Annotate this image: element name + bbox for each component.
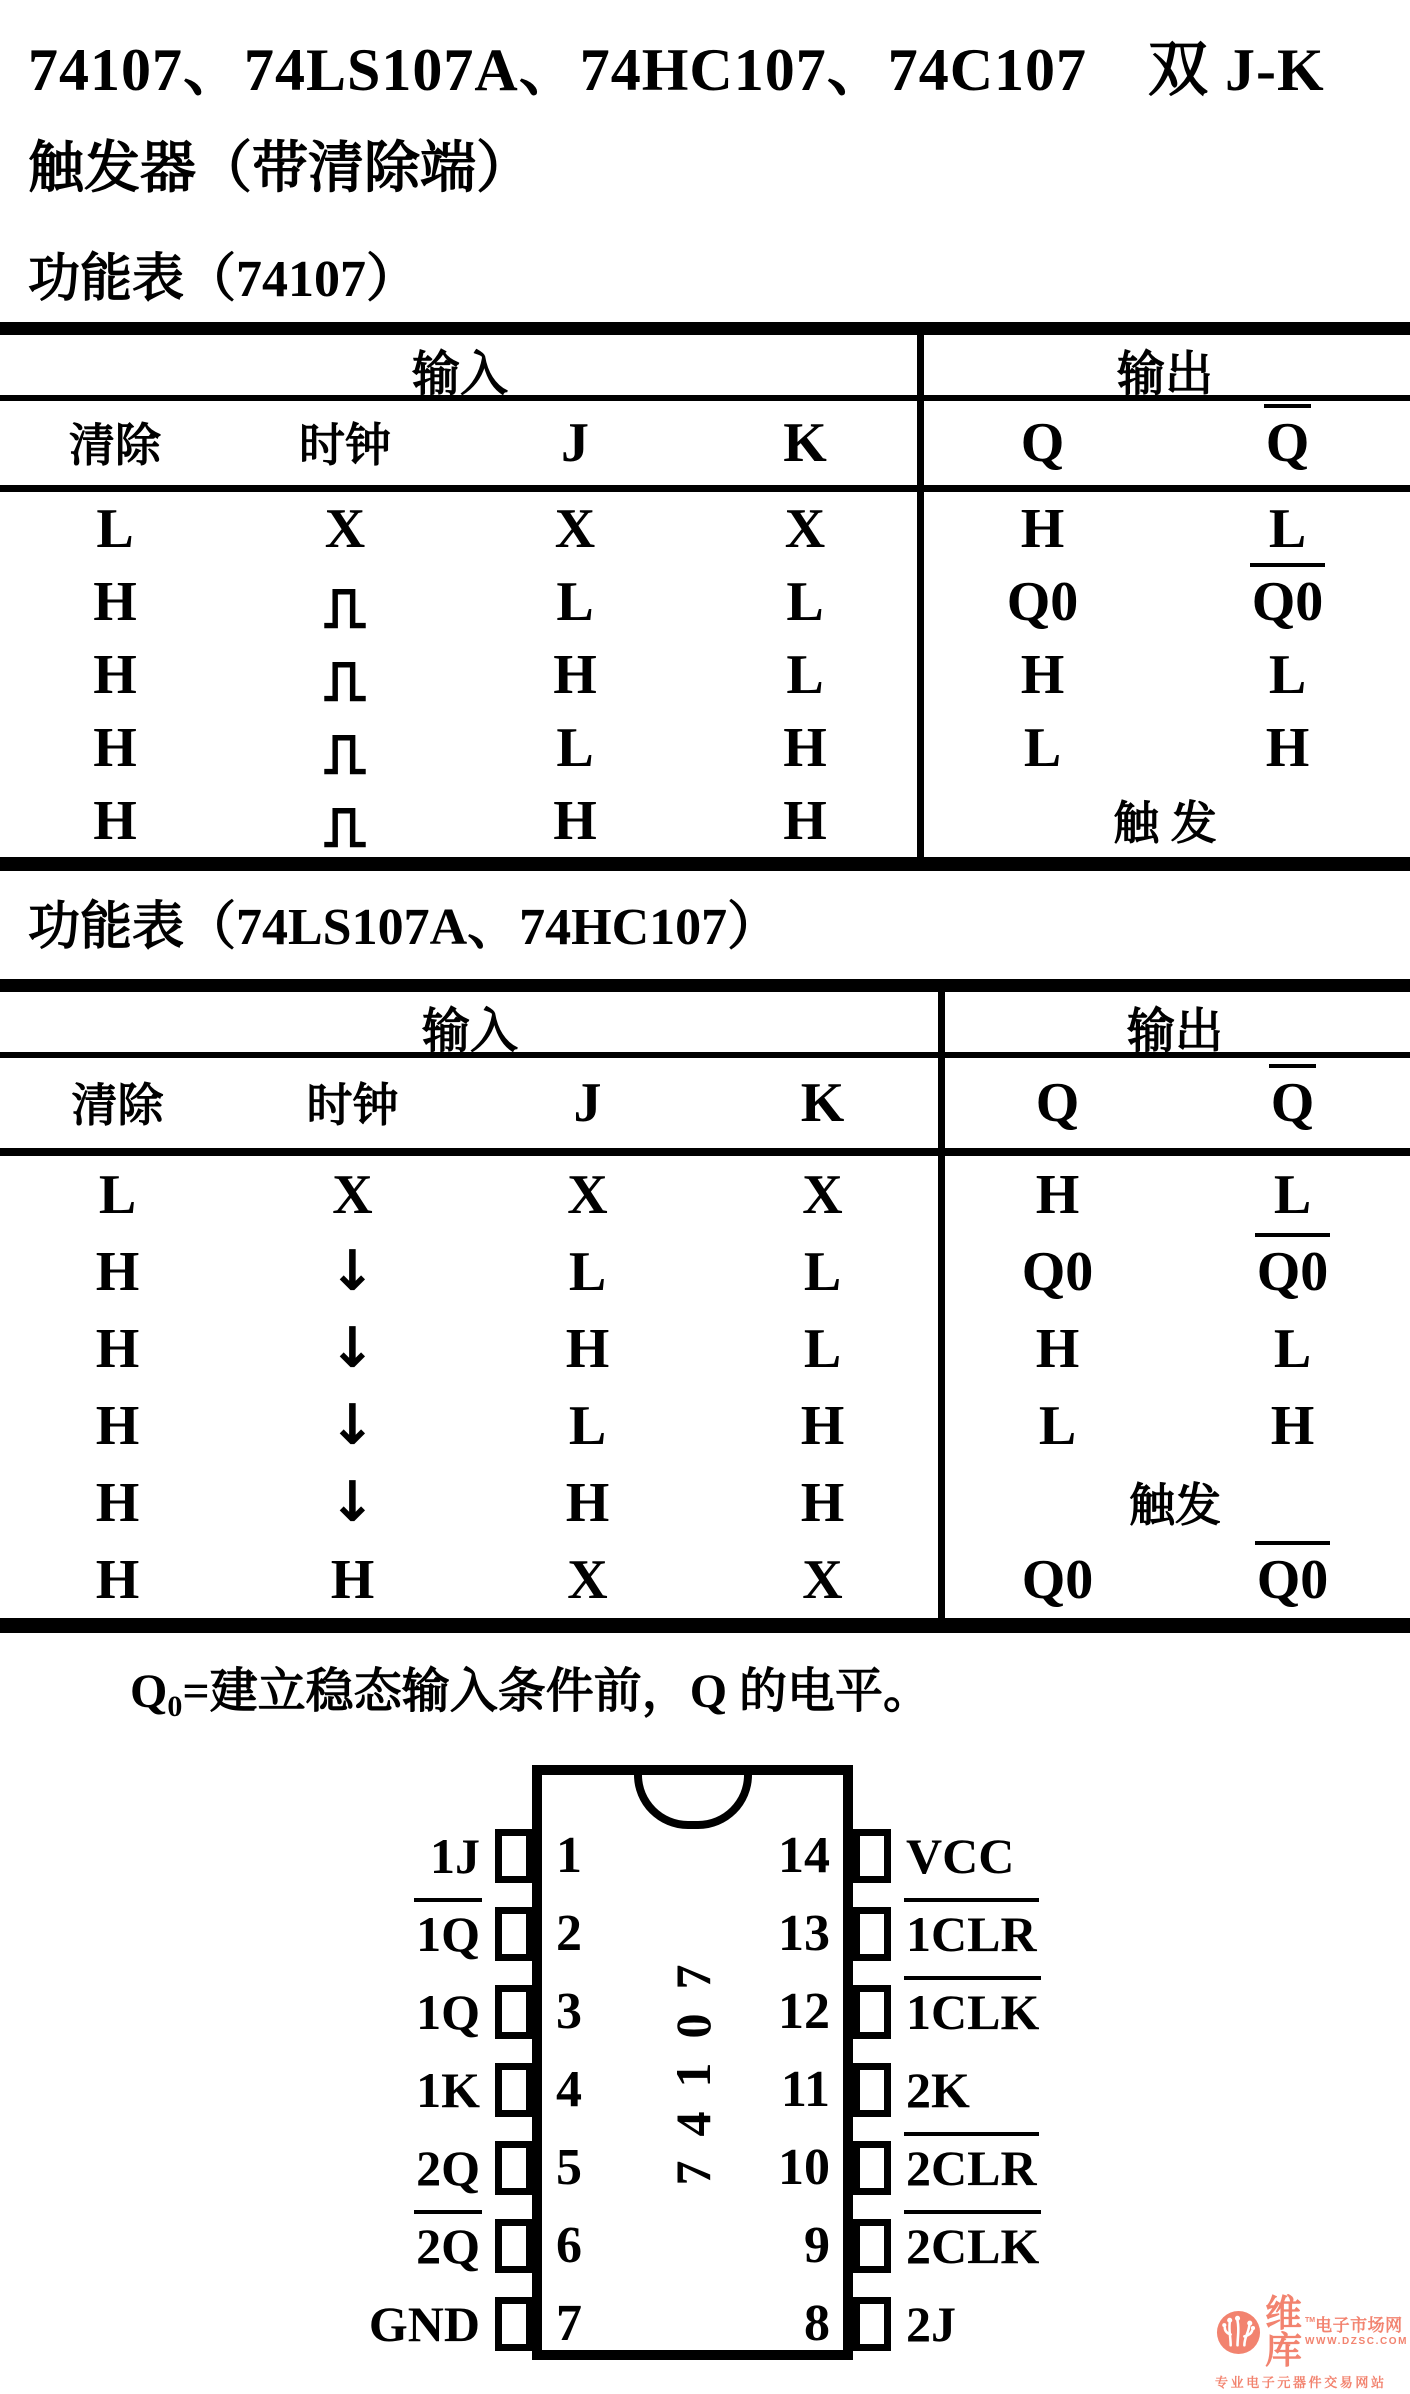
column-header xyxy=(1165,412,1410,474)
group-header-input: 输入 xyxy=(411,348,508,401)
pin-label: 1Q xyxy=(416,1984,480,2040)
column-header-row xyxy=(0,1058,1410,1156)
column-header xyxy=(230,415,460,471)
cell-text: L xyxy=(1268,497,1307,560)
cell xyxy=(1175,1163,1410,1226)
cell-text: H xyxy=(93,716,137,779)
cell-text: 时钟 xyxy=(306,1080,399,1131)
cell-text: 清除 xyxy=(69,420,161,471)
input-output-divider xyxy=(917,335,924,857)
cell-text: H xyxy=(1265,716,1310,779)
cell-text: L xyxy=(786,570,824,633)
cell-text: L xyxy=(568,1394,607,1457)
pin-label: 2Q xyxy=(416,2140,480,2196)
cell-text: H xyxy=(1020,497,1065,560)
cell xyxy=(920,497,1165,560)
cell-text: H xyxy=(95,1394,140,1457)
cell xyxy=(705,1394,940,1457)
pin-number: 11 xyxy=(780,2061,830,2118)
cell xyxy=(1175,1548,1410,1611)
column-header xyxy=(235,1075,470,1131)
column-header xyxy=(0,1075,235,1131)
pin-row xyxy=(0,2063,1410,2117)
table-body xyxy=(0,492,1410,857)
cell-text: H xyxy=(95,1548,140,1611)
cell-text: H xyxy=(1270,1394,1315,1457)
cell xyxy=(690,497,920,560)
group-header-row xyxy=(0,335,1410,401)
cell xyxy=(690,643,920,706)
cell xyxy=(1165,497,1410,560)
note-q: Q xyxy=(130,1665,168,1718)
pin-label: VCC xyxy=(906,1828,1015,1884)
pin-label: 2Q xyxy=(416,2218,480,2274)
cell xyxy=(1175,1317,1410,1380)
cell-text: X xyxy=(802,1163,843,1226)
cell-text: L xyxy=(1268,643,1307,706)
cell xyxy=(1175,1394,1410,1457)
pin-box-icon xyxy=(853,2063,891,2117)
cell xyxy=(705,1163,940,1226)
cell-text: H xyxy=(1035,1163,1080,1226)
pin-number: 2 xyxy=(556,1905,582,1962)
cell xyxy=(460,789,690,852)
pin-label: 2CLK xyxy=(906,2218,1040,2274)
cell-text: L xyxy=(96,497,134,560)
cell-text: Q0 xyxy=(1021,1240,1094,1303)
pin-row xyxy=(0,2297,1410,2351)
cell xyxy=(230,573,460,629)
cell-text: H xyxy=(565,1471,610,1534)
column-header xyxy=(0,415,230,471)
cell-text: 时钟 xyxy=(299,420,391,471)
watermark-tagline: 专业电子元器件交易网站 xyxy=(1215,2375,1387,2390)
pin-row xyxy=(0,2219,1410,2273)
table-row xyxy=(0,492,1410,565)
cell-toggle xyxy=(940,1475,1410,1531)
cell xyxy=(235,1469,470,1535)
cell xyxy=(230,646,460,702)
pin1-notch-icon xyxy=(634,1775,752,1829)
cell-text: K xyxy=(800,1072,845,1134)
cell xyxy=(235,1392,470,1458)
cell xyxy=(0,1240,235,1303)
cell xyxy=(940,1394,1175,1457)
overlined-signal: Q0 xyxy=(1256,1240,1329,1303)
group-header-input: 输入 xyxy=(421,1005,518,1058)
clock-pulse-icon xyxy=(321,789,369,851)
watermark-right-column xyxy=(1305,2317,1408,2347)
cell xyxy=(690,789,920,852)
cell xyxy=(940,1163,1175,1226)
cell xyxy=(920,570,1165,633)
cell-text: H xyxy=(565,1317,610,1380)
pin-number: 13 xyxy=(778,1905,830,1962)
table-row xyxy=(0,565,1410,638)
cell xyxy=(230,497,460,560)
cell-text: H xyxy=(95,1317,140,1380)
cell xyxy=(460,497,690,560)
cell xyxy=(920,716,1165,779)
cell xyxy=(460,643,690,706)
pin-label: 1J xyxy=(430,1828,480,1884)
cell-text: L xyxy=(98,1163,137,1226)
cell-text: 触发 xyxy=(1129,1479,1221,1531)
watermark-logo-row xyxy=(1215,2295,1407,2369)
cell xyxy=(235,1315,470,1381)
pin-number: 14 xyxy=(778,1827,830,1884)
cell xyxy=(230,792,460,848)
function-table-74107 xyxy=(0,322,1410,871)
cell-text: H xyxy=(95,1471,140,1534)
table-body xyxy=(0,1156,1410,1618)
cell xyxy=(705,1471,940,1534)
cell xyxy=(690,570,920,633)
cell xyxy=(1165,716,1410,779)
cell-text: L xyxy=(1273,1317,1312,1380)
cell xyxy=(705,1548,940,1611)
pin-label: 1Q xyxy=(416,1906,480,1962)
cell xyxy=(940,1317,1175,1380)
watermark-brand: 维库 xyxy=(1265,2293,1303,2371)
function-table-74ls107a-74hc107 xyxy=(0,979,1410,1633)
cell xyxy=(470,1471,705,1534)
cell-text: H xyxy=(800,1394,845,1457)
cell xyxy=(0,1317,235,1380)
watermark-url: WWW.DZSC.COM xyxy=(1305,2336,1409,2347)
cell-text: H xyxy=(553,789,597,852)
overlined-signal: Q0 xyxy=(1251,570,1324,633)
cell-text: H xyxy=(93,789,137,852)
table-row xyxy=(0,1156,1410,1233)
cell-text: Q0 xyxy=(1006,570,1079,633)
pinout-diagram xyxy=(0,1765,1410,2370)
cell-text: L xyxy=(556,716,594,779)
cell-text: X xyxy=(567,1163,608,1226)
falling-edge-icon: ↓ xyxy=(329,1315,376,1381)
group-header-output: 输出 xyxy=(1126,1005,1223,1058)
pin-number: 12 xyxy=(778,1983,830,2040)
falling-edge-icon: ↓ xyxy=(329,1469,376,1535)
cell-text: L xyxy=(1038,1394,1077,1457)
cell xyxy=(0,716,230,779)
pin-box-icon xyxy=(853,1829,891,1883)
pin-number: 3 xyxy=(556,1983,582,2040)
column-header xyxy=(940,1072,1175,1134)
cell xyxy=(0,1548,235,1611)
cell-text: L xyxy=(568,1240,607,1303)
pin-row xyxy=(0,2141,1410,2195)
cell-text: Q xyxy=(1020,412,1065,474)
cell-text: X xyxy=(567,1548,608,1611)
cell-text: K xyxy=(783,412,827,474)
cell xyxy=(470,1394,705,1457)
pin-label: GND xyxy=(368,2296,480,2352)
cell-text: H xyxy=(800,1471,845,1534)
cell xyxy=(1165,643,1410,706)
cell-text: H xyxy=(93,643,137,706)
cell-text: H xyxy=(330,1548,375,1611)
cell-text: L xyxy=(803,1317,842,1380)
pin-box-icon xyxy=(853,2141,891,2195)
weiku-logo-icon xyxy=(1215,2309,1262,2356)
pin-label: 1K xyxy=(416,2062,480,2118)
pin-box-icon xyxy=(853,2297,891,2351)
table-row xyxy=(0,1310,1410,1387)
cell-text: J xyxy=(561,412,589,474)
table-row xyxy=(0,1233,1410,1310)
overlined-signal: Q xyxy=(1270,1072,1315,1134)
column-header xyxy=(920,412,1165,474)
falling-edge-icon: ↓ xyxy=(329,1392,376,1458)
cell-text: Q0 xyxy=(1021,1548,1094,1611)
cell xyxy=(0,570,230,633)
note-subscript: 0 xyxy=(167,1690,183,1723)
pin-label: 2K xyxy=(906,2062,970,2118)
cell-text: X xyxy=(332,1163,373,1226)
pin-number: 7 xyxy=(556,2295,582,2352)
cell-toggle xyxy=(920,793,1410,849)
watermark-suffix: 电子市场网 xyxy=(1315,2316,1403,2335)
cell-text: 触 发 xyxy=(1113,797,1217,849)
pin-label: 2J xyxy=(906,2296,956,2352)
clock-pulse-icon xyxy=(321,570,369,632)
cell-text: L xyxy=(556,570,594,633)
pin-number: 6 xyxy=(556,2217,582,2274)
cell-text: X xyxy=(802,1548,843,1611)
cell xyxy=(230,719,460,775)
overlined-signal: Q0 xyxy=(1256,1548,1329,1611)
table-row xyxy=(0,1387,1410,1464)
table-row xyxy=(0,1464,1410,1541)
pin-box-icon xyxy=(853,1907,891,1961)
pin-box-icon xyxy=(853,2219,891,2273)
column-header xyxy=(705,1072,940,1134)
cell-text: L xyxy=(786,643,824,706)
cell-text: X xyxy=(784,497,826,560)
cell xyxy=(470,1317,705,1380)
cell-text: H xyxy=(93,570,137,633)
footnote-q0 xyxy=(130,1652,931,1724)
section-title-table2: 功能表（74LS107A、74HC107） xyxy=(28,899,780,956)
pin-row xyxy=(0,1985,1410,2039)
cell xyxy=(235,1238,470,1304)
cell xyxy=(0,643,230,706)
note-text: =建立稳态输入条件前，Q 的电平。 xyxy=(182,1665,932,1718)
cell-text: H xyxy=(95,1240,140,1303)
cell xyxy=(470,1163,705,1226)
trademark-symbol: TM xyxy=(1305,2317,1316,2324)
cell xyxy=(235,1548,470,1611)
falling-edge-icon: ↓ xyxy=(329,1238,376,1304)
pin-label: 1CLK xyxy=(906,1984,1040,2040)
column-header xyxy=(470,1072,705,1134)
group-header-output: 输出 xyxy=(1116,348,1213,401)
column-header xyxy=(1175,1072,1410,1134)
cell-text: L xyxy=(1023,716,1062,779)
pin-row xyxy=(0,1907,1410,1961)
table-row xyxy=(0,1541,1410,1618)
cell-text: H xyxy=(1035,1317,1080,1380)
cell xyxy=(1165,570,1410,633)
cell xyxy=(460,716,690,779)
pin-label: 2CLR xyxy=(906,2140,1037,2196)
overlined-signal: Q xyxy=(1265,412,1310,474)
table-row xyxy=(0,638,1410,711)
pin-number: 4 xyxy=(556,2061,582,2118)
chip-part-number: 74107 xyxy=(664,1940,721,2185)
pin-row xyxy=(0,1829,1410,1883)
cell xyxy=(920,643,1165,706)
cell-text: H xyxy=(553,643,597,706)
column-header xyxy=(460,412,690,474)
cell-text: H xyxy=(783,789,827,852)
cell-text: H xyxy=(783,716,827,779)
cell xyxy=(705,1317,940,1380)
cell xyxy=(705,1240,940,1303)
pin-box-icon xyxy=(853,1985,891,2039)
pin-number: 5 xyxy=(556,2139,582,2196)
cell-text: X xyxy=(324,497,366,560)
table-row xyxy=(0,711,1410,784)
pin-number: 8 xyxy=(804,2295,830,2352)
cell-text: H xyxy=(1020,643,1065,706)
cell xyxy=(470,1548,705,1611)
page-title-line2: 触发器（带清除端） xyxy=(28,138,532,200)
section-title-table1: 功能表（74107） xyxy=(28,251,419,308)
cell-text: 清除 xyxy=(71,1080,164,1131)
clock-pulse-icon xyxy=(321,643,369,705)
cell xyxy=(940,1240,1175,1303)
cell xyxy=(940,1548,1175,1611)
cell-text: L xyxy=(1273,1163,1312,1226)
cell xyxy=(0,497,230,560)
pin-number: 9 xyxy=(804,2217,830,2274)
pin-number: 10 xyxy=(778,2139,830,2196)
cell xyxy=(460,570,690,633)
cell xyxy=(0,789,230,852)
watermark xyxy=(1215,2295,1407,2391)
cell xyxy=(1175,1240,1410,1303)
page-title-line1: 74107、74LS107A、74HC107、74C107 双 J-K xyxy=(28,37,1325,103)
group-header-row xyxy=(0,992,1410,1058)
cell xyxy=(0,1163,235,1226)
cell-text: J xyxy=(573,1072,602,1134)
column-header xyxy=(690,412,920,474)
cell-text: X xyxy=(554,497,596,560)
cell-text: Q xyxy=(1035,1072,1080,1134)
pin-label: 1CLR xyxy=(906,1906,1037,1962)
cell xyxy=(470,1240,705,1303)
cell xyxy=(235,1163,470,1226)
table-row xyxy=(0,784,1410,857)
cell xyxy=(690,716,920,779)
pin-number: 1 xyxy=(556,1827,582,1884)
input-output-divider xyxy=(938,992,945,1618)
column-header-row xyxy=(0,401,1410,492)
cell xyxy=(0,1394,235,1457)
cell-text: L xyxy=(803,1240,842,1303)
cell xyxy=(0,1471,235,1534)
clock-pulse-icon xyxy=(321,716,369,778)
